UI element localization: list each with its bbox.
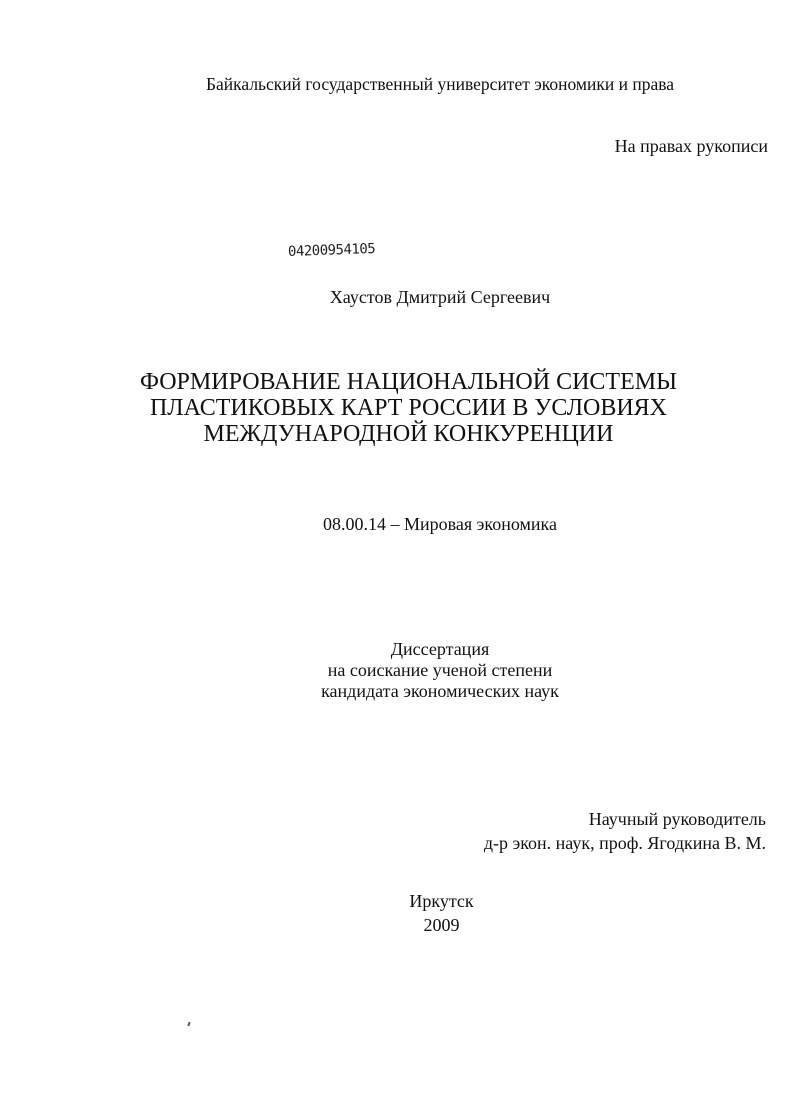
- degree-statement: [0, 639, 799, 702]
- dissertation-title: [0, 369, 799, 447]
- title-line: ФОРМИРОВАНИЕ НАЦИОНАЛЬНОЙ СИСТЕМЫ: [139, 369, 678, 395]
- advisor-details: д-р экон. наук, проф. Ягодкина В. М.: [483, 833, 766, 853]
- advisor-block: [484, 807, 766, 855]
- advisor-role: Научный руководитель: [588, 809, 766, 829]
- degree-line: Диссертация: [390, 639, 490, 659]
- title-line: ПЛАСТИКОВЫХ КАРТ РОССИИ В УСЛОВИЯХ: [149, 395, 668, 421]
- scan-speck: [187, 1022, 190, 1026]
- city: Иркутск: [409, 891, 474, 911]
- stamp-number: 04200954105: [287, 240, 376, 260]
- place-year: [0, 889, 799, 937]
- title-line: МЕЖДУНАРОДНОЙ КОНКУРЕНЦИИ: [203, 421, 614, 447]
- degree-line: на соискание ученой степени: [327, 660, 553, 680]
- manuscript-note: На правах рукописи: [614, 136, 768, 156]
- author-name: Хаустов Дмитрий Сергеевич: [329, 287, 551, 307]
- specialty-code: 08.00.14 – Мировая экономика: [323, 514, 557, 534]
- year: 2009: [423, 915, 460, 935]
- degree-line: кандидата экономических наук: [321, 681, 559, 701]
- university-name: Байкальский государственный университет экономики и права: [205, 74, 675, 94]
